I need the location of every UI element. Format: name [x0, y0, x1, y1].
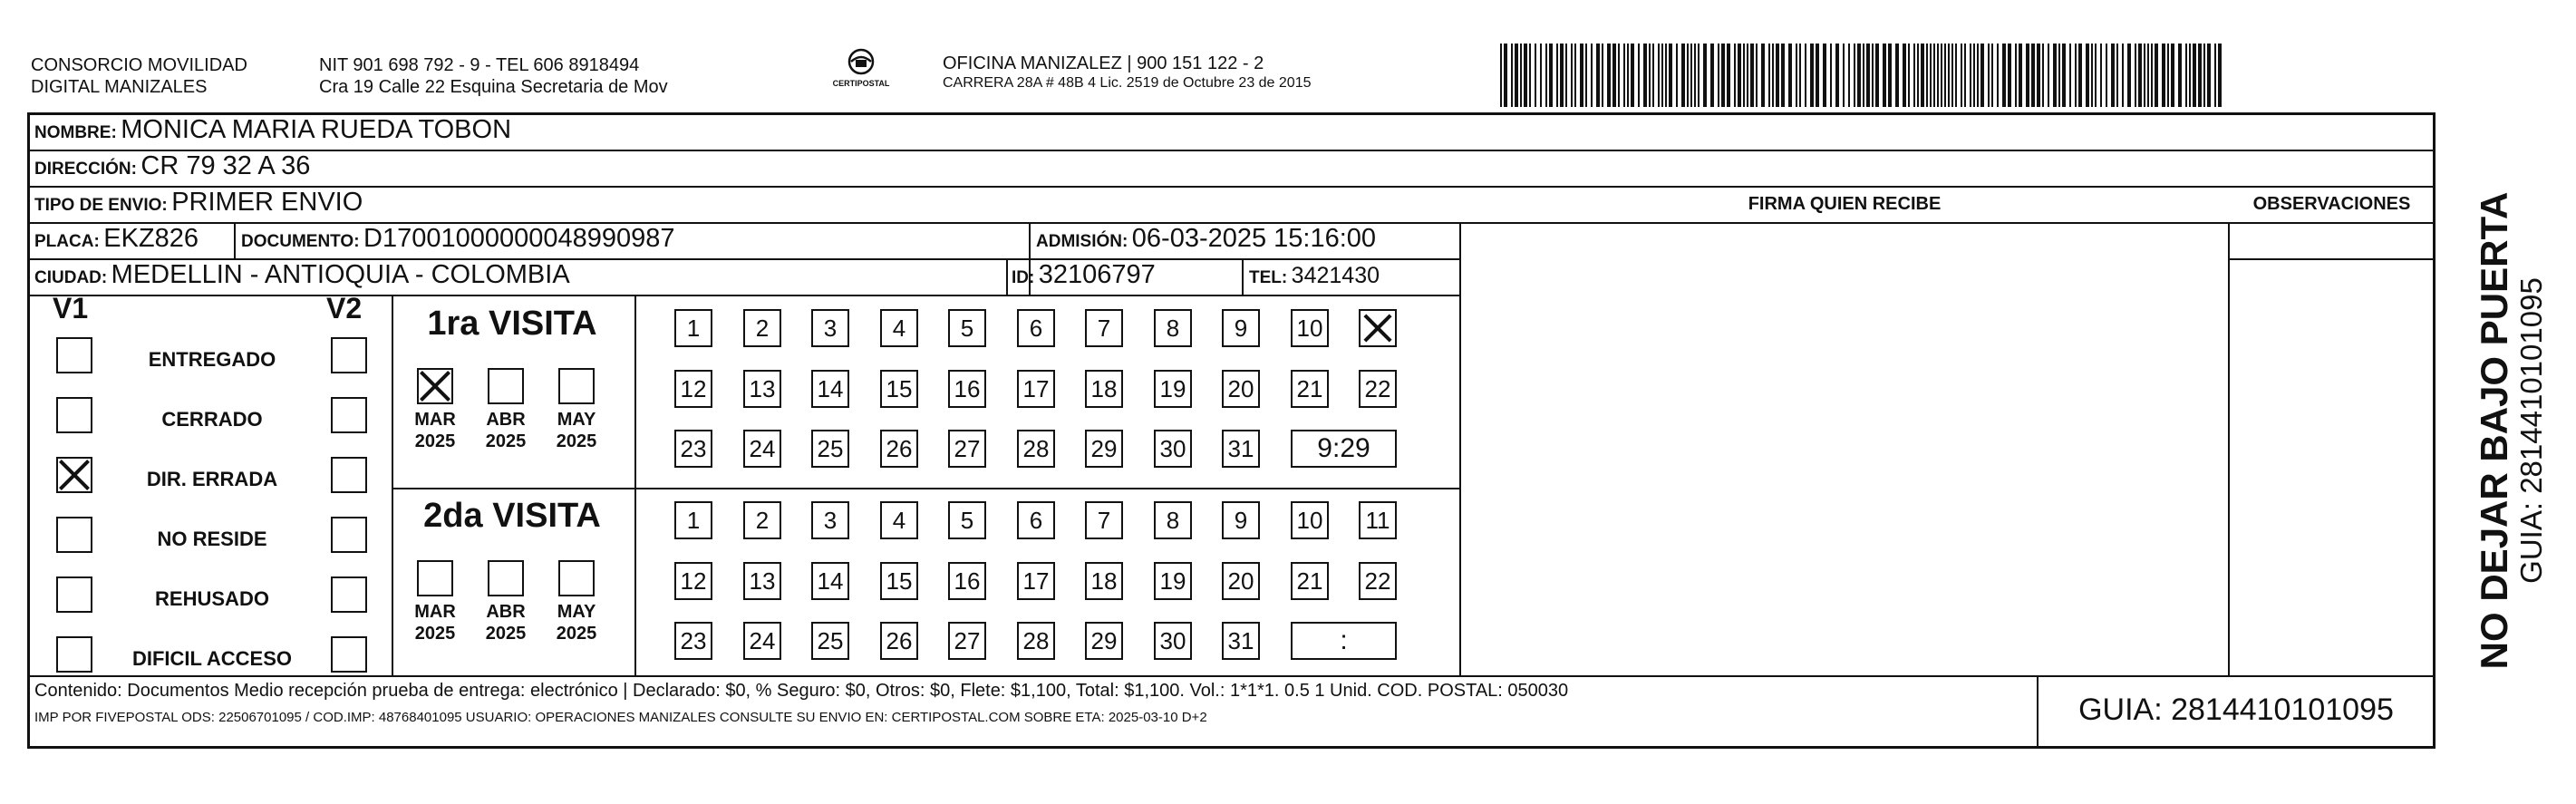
visit1-day[interactable]: 5 [948, 309, 986, 347]
visit1-day[interactable]: 26 [880, 430, 918, 468]
visit2-month-label [551, 601, 602, 644]
barcode-bar [2193, 44, 2196, 107]
visit1-day[interactable]: 31 [1222, 430, 1260, 468]
visit1-day[interactable]: 30 [1154, 430, 1192, 468]
barcode-bar [1511, 44, 1513, 107]
visit1-day[interactable]: 10 [1291, 309, 1329, 347]
barcode-bar [2069, 44, 2071, 107]
visit1-day[interactable]: 13 [743, 370, 781, 408]
barcode-bar [2147, 44, 2149, 107]
admision-value: 06-03-2025 15:16:00 [1131, 224, 1377, 253]
barcode-bar [1560, 44, 1564, 107]
barcode-bar [1772, 44, 1774, 107]
visit1-month-year: 2025 [485, 431, 527, 451]
barcode-bar [1895, 44, 1899, 107]
barcode-bar [2048, 44, 2049, 107]
barcode-bar [2015, 44, 2017, 107]
barcode-bar [1694, 44, 1696, 107]
visit2-day[interactable]: 2 [743, 501, 781, 539]
visit2-day[interactable]: 25 [811, 622, 849, 660]
visit2-title: 2da VISITA [423, 497, 601, 535]
barcode-bar [1913, 44, 1915, 107]
barcode-bar [2053, 44, 2057, 107]
barcode-bar [2127, 44, 2131, 107]
visit2-time[interactable]: : [1291, 622, 1397, 660]
barcode-bar [2189, 44, 2191, 107]
visit2-month-year: 2025 [414, 624, 456, 644]
visit2-month-label [480, 601, 531, 644]
barcode-bar [1863, 44, 1864, 107]
barcode-bar [1991, 44, 1993, 107]
barcode-bar [2091, 44, 2093, 107]
barcode-bar [2019, 44, 2022, 107]
visit2-day[interactable]: 4 [880, 501, 918, 539]
v2-checkbox[interactable] [331, 457, 367, 493]
company-contact: NIT 901 698 792 - 9 - TEL 606 8918494 Cra 19 Calle 22 Esquina Secretaria de Mov [319, 55, 668, 97]
visit2-day[interactable]: 22 [1359, 562, 1397, 600]
barcode-bar [1997, 44, 1999, 107]
barcode-bar [1710, 44, 1714, 107]
barcode-bar [1638, 44, 1640, 107]
barcode-bar [1607, 44, 1611, 107]
barcode-bar [2178, 44, 2182, 107]
visit1-month-checkbox[interactable] [488, 368, 524, 404]
visit1-day[interactable]: 12 [674, 370, 712, 408]
barcode-bar [1937, 44, 1939, 107]
tel-cell: TEL: 3421430 [1249, 263, 1380, 288]
barcode-bar [1875, 44, 1879, 107]
barcode-bar [1843, 44, 1845, 107]
placa-value: EKZ826 [103, 224, 199, 253]
documento-cell: DOCUMENTO: D17001000000048990987 [241, 224, 675, 253]
visit1-month-year: 2025 [556, 431, 597, 451]
visit2-day[interactable]: 10 [1291, 501, 1329, 539]
visit1-day[interactable] [1359, 309, 1397, 347]
v2-checkbox[interactable] [331, 576, 367, 613]
barcode-bar [2116, 44, 2118, 107]
visit2-day[interactable]: 20 [1222, 562, 1260, 600]
tipo-envio-row: TIPO DE ENVIO: PRIMER ENVIO [34, 188, 363, 217]
visit1-day[interactable]: 21 [1291, 370, 1329, 408]
visit2-day[interactable]: 7 [1085, 501, 1123, 539]
barcode-bar [2008, 44, 2011, 107]
visit2-day[interactable]: 15 [880, 562, 918, 600]
status-label: DIFICIL ACCESO [131, 647, 292, 670]
barcode-bar [2203, 44, 2205, 107]
barcode-bar [1698, 44, 1700, 107]
barcode-bar [2207, 44, 2211, 107]
direccion-row: DIRECCIÓN: CR 79 32 A 36 [34, 151, 311, 180]
barcode-bar [1690, 44, 1692, 107]
barcode-bar [2037, 44, 2040, 107]
barcode-bar [1734, 44, 1736, 107]
visit1-day[interactable]: 16 [948, 370, 986, 408]
status-label: ENTREGADO [148, 348, 276, 371]
visit2-month-name: MAY [557, 602, 596, 622]
barcode-bar [1816, 44, 1819, 107]
barcode-bar [1823, 44, 1826, 107]
visit2-day[interactable]: 30 [1154, 622, 1192, 660]
visit2-day[interactable]: 6 [1017, 501, 1055, 539]
visit2-day[interactable]: 5 [948, 501, 986, 539]
visit1-day[interactable]: 24 [743, 430, 781, 468]
visit1-month-year: 2025 [414, 431, 456, 451]
barcode-bar [1631, 44, 1634, 107]
barcode-bar [1718, 44, 1719, 107]
placa-cell: PLACA: EKZ826 [34, 224, 199, 253]
barcode-bar [2144, 44, 2145, 107]
visit2-day[interactable]: 27 [948, 622, 986, 660]
barcode-bar [1738, 44, 1741, 107]
barcode-bar [1951, 44, 1953, 107]
visit1-day[interactable]: 2 [743, 309, 781, 347]
visit2-day[interactable]: 21 [1291, 562, 1329, 600]
barcode-bar [1941, 44, 1942, 107]
visit1-day[interactable]: 17 [1017, 370, 1055, 408]
direccion-value: CR 79 32 A 36 [140, 151, 311, 180]
visit2-day[interactable]: 16 [948, 562, 986, 600]
barcode-bar [1649, 44, 1651, 107]
visit2-month-year: 2025 [485, 624, 527, 644]
barcode-bar [2138, 44, 2142, 107]
barcode-bar [1535, 44, 1536, 107]
barcode-bar [1888, 44, 1892, 107]
footer-guia: GUIA: 2814410101095 [2078, 693, 2394, 727]
barcode-bar [2198, 44, 2202, 107]
ciudad-cell: CIUDAD: MEDELLIN - ANTIOQUIA - COLOMBIA [34, 260, 570, 289]
visit1-day[interactable]: 22 [1359, 370, 1397, 408]
visit2-day[interactable]: 19 [1154, 562, 1192, 600]
logo-icon [838, 47, 884, 78]
barcode-bar [1944, 44, 1946, 107]
v2-checkbox[interactable] [331, 636, 367, 673]
visit2-day[interactable]: 17 [1017, 562, 1055, 600]
barcode-bar [1883, 44, 1886, 107]
v1-header: V1 [53, 292, 89, 325]
barcode-bar [1520, 44, 1522, 107]
v2-checkbox[interactable] [331, 397, 367, 433]
status-label: NO RESIDE [157, 528, 267, 550]
barcode-bar [2031, 44, 2035, 107]
barcode-bar [1903, 44, 1906, 107]
v1-checkbox[interactable] [56, 337, 92, 373]
visit1-time[interactable]: 9:29 [1291, 430, 1397, 468]
barcode-bar [1948, 44, 1950, 107]
status-label: DIR. ERRADA [146, 468, 278, 490]
visit1-day[interactable]: 23 [674, 430, 712, 468]
barcode-bar [2062, 44, 2066, 107]
visit1-day[interactable]: 29 [1085, 430, 1123, 468]
barcode-bar [1529, 44, 1531, 107]
visit1-month-name: MAY [557, 410, 596, 430]
side-no-dejar: NO DEJAR BAJO PUERTA [2473, 191, 2515, 670]
visit2-day[interactable]: 9 [1222, 501, 1260, 539]
barcode-bar [2002, 44, 2006, 107]
barcode-bar [1961, 44, 1962, 107]
barcode-bar [2162, 44, 2165, 107]
v1-checkbox[interactable] [56, 517, 92, 553]
barcode-bar [2171, 44, 2174, 107]
barcode-bar [1623, 44, 1625, 107]
visit1-day[interactable]: 6 [1017, 309, 1055, 347]
observaciones-header: OBSERVACIONES [2252, 194, 2411, 214]
barcode-bar [2042, 44, 2044, 107]
footer-print-info: IMP POR FIVEPOSTAL ODS: 22506701095 / COD.IMP: 48768401095 USUARIO: OPERACIONES MANIZALES CONSULTE SU ENVIO EN: CERTIPOSTAL.COM SOBRE ETA: 2025-03-10 D+2 [34, 710, 1207, 725]
visit2-day[interactable]: 12 [674, 562, 712, 600]
v2-header: V2 [326, 292, 363, 325]
visit2-day[interactable]: 24 [743, 622, 781, 660]
visit1-month-checkbox[interactable] [558, 368, 595, 404]
barcode-bar [1973, 44, 1975, 107]
barcode-bar [1515, 44, 1518, 107]
barcode-bar [1665, 44, 1667, 107]
visit1-month-name: ABR [486, 410, 526, 430]
barcode-bar [1727, 44, 1730, 107]
barcode-bar [1602, 44, 1603, 107]
barcode-bar [2111, 44, 2115, 107]
id-value: 32106797 [1038, 260, 1156, 289]
admision-cell: ADMISIÓN: 06-03-2025 15:16:00 [1036, 224, 1377, 253]
barcode-bar [1799, 44, 1801, 107]
barcode-bar [1970, 44, 1971, 107]
status-label: CERRADO [161, 408, 263, 431]
visit2-day[interactable]: 13 [743, 562, 781, 600]
barcode-bar [1926, 44, 1928, 107]
barcode-bar [2075, 44, 2077, 107]
barcode-bar [1988, 44, 1990, 107]
visit1-month-name: MAR [414, 410, 456, 430]
barcode-bar [1591, 44, 1593, 107]
barcode-bar [1681, 44, 1685, 107]
visit2-day[interactable]: 18 [1085, 562, 1123, 600]
barcode-bar [1930, 44, 1932, 107]
office-info: OFICINA MANIZALEZ | 900 151 122 - 2 CARRERA 28A # 48B 4 Lic. 2519 de Octubre 23 de 2015 [943, 53, 1312, 91]
barcode-bar [1872, 44, 1874, 107]
visit2-day[interactable]: 3 [811, 501, 849, 539]
barcode-bar [1854, 44, 1855, 107]
visit1-day[interactable]: 28 [1017, 430, 1055, 468]
visit1-day[interactable]: 18 [1085, 370, 1123, 408]
barcode-bar [1500, 44, 1502, 107]
barcode-bar [1848, 44, 1850, 107]
barcode-bar [2185, 44, 2187, 107]
barcode-bar [2122, 44, 2124, 107]
barcode-bar [1658, 44, 1660, 107]
visit1-title: 1ra VISITA [427, 305, 597, 343]
barcode-bar [2151, 44, 2153, 107]
barcode-bar [1661, 44, 1663, 107]
barcode-bar [1747, 44, 1748, 107]
barcode-bar [1703, 44, 1707, 107]
barcode-bar [1921, 44, 1924, 107]
barcode-bar [1571, 44, 1573, 107]
v2-checkbox[interactable] [331, 337, 367, 373]
barcode-bar [1585, 44, 1587, 107]
visit1-day[interactable]: 20 [1222, 370, 1260, 408]
barcode-bar [2155, 44, 2158, 107]
barcode-bar [1908, 44, 1910, 107]
visit2-day[interactable]: 1 [674, 501, 712, 539]
barcode-bar [1643, 44, 1647, 107]
visit2-month-checkbox[interactable] [488, 560, 524, 596]
visit2-month-label [410, 601, 460, 644]
barcode-bar [1565, 44, 1567, 107]
barcode-bar [1750, 44, 1754, 107]
v2-checkbox[interactable] [331, 517, 367, 553]
barcode-bar [2214, 44, 2216, 107]
barcode-bar [1669, 44, 1672, 107]
barcode-bar [1676, 44, 1678, 107]
visit2-day[interactable]: 14 [811, 562, 849, 600]
status-label: REHUSADO [155, 587, 269, 610]
barcode-bar [1917, 44, 1919, 107]
visit1-day[interactable]: 14 [811, 370, 849, 408]
visit1-month-label [480, 409, 531, 452]
barcode-bar [1788, 44, 1792, 107]
barcode-bar [1549, 44, 1553, 107]
barcode-bar [2135, 44, 2136, 107]
visit2-month-year: 2025 [556, 624, 597, 644]
visit1-day[interactable]: 1 [674, 309, 712, 347]
firma-header: FIRMA QUIEN RECIBE [1748, 194, 1942, 214]
v1-checkbox[interactable] [56, 397, 92, 433]
barcode-bar [2058, 44, 2060, 107]
visit2-day[interactable]: 23 [674, 622, 712, 660]
visit2-month-name: ABR [486, 602, 526, 622]
certipostal-logo: CERTIPOSTAL [820, 47, 902, 88]
visit1-day[interactable]: 25 [811, 430, 849, 468]
company-name: CONSORCIO MOVILIDAD DIGITAL MANIZALES [31, 55, 247, 97]
barcode-bar [1768, 44, 1770, 107]
tel-value: 3421430 [1291, 263, 1380, 288]
barcode-bar [1810, 44, 1814, 107]
barcode-bar [2078, 44, 2082, 107]
visit1-month-label [551, 409, 602, 452]
visit1-day[interactable]: 15 [880, 370, 918, 408]
ciudad-value: MEDELLIN - ANTIOQUIA - COLOMBIA [111, 260, 570, 289]
barcode-bar [1933, 44, 1935, 107]
visit1-day[interactable]: 3 [811, 309, 849, 347]
footer-contents: Contenido: Documentos Medio recepción prueba de entrega: electrónico | Declarado: $0, % Seguro: $0, Otros: $0, Flete: $1,100, Total: $1,100. Vol.: 1*1*1. 0.5 1 Unid. COD. POSTAL: 050030 [34, 681, 1569, 701]
barcode-bar [1776, 44, 1779, 107]
barcode-bar [1805, 44, 1806, 107]
barcode-bar [1955, 44, 1957, 107]
barcode-bar [1687, 44, 1689, 107]
visit1-month-checkbox[interactable] [417, 368, 453, 404]
v1-checkbox[interactable] [56, 636, 92, 673]
barcode-bar [1964, 44, 1966, 107]
barcode-bar [2086, 44, 2089, 107]
side-guia: GUIA: 2814410101095 [2514, 277, 2548, 584]
visit2-month-checkbox[interactable] [417, 560, 453, 596]
barcode-bar [1866, 44, 1870, 107]
v1-checkbox[interactable] [56, 457, 92, 493]
barcode-bar [2167, 44, 2169, 107]
visit1-month-label [410, 409, 460, 452]
barcode-bar [1524, 44, 1527, 107]
barcode-bar [1596, 44, 1600, 107]
barcode-bar [1980, 44, 1984, 107]
visit2-month-checkbox[interactable] [558, 560, 595, 596]
barcode-bar [1743, 44, 1745, 107]
barcode-bar [1721, 44, 1725, 107]
barcode-bar [1627, 44, 1629, 107]
barcode-bar [1830, 44, 1832, 107]
visit2-day[interactable]: 29 [1085, 622, 1123, 660]
barcode-bar [1977, 44, 1979, 107]
barcode-bar [1545, 44, 1547, 107]
v1-checkbox[interactable] [56, 576, 92, 613]
barcode-bar [2106, 44, 2107, 107]
barcode-bar [1612, 44, 1616, 107]
visit2-day[interactable]: 31 [1222, 622, 1260, 660]
barcode-bar [2026, 44, 2029, 107]
nombre-value: MONICA MARIA RUEDA TOBON [121, 115, 512, 144]
id-cell: ID: 32106797 [1012, 260, 1156, 289]
barcode-bar [1556, 44, 1558, 107]
visit1-day[interactable]: 4 [880, 309, 918, 347]
visit2-day[interactable]: 28 [1017, 622, 1055, 660]
visit2-day[interactable]: 11 [1359, 501, 1397, 539]
barcode [1500, 44, 2230, 107]
barcode-bar [1835, 44, 1839, 107]
barcode-bar [1618, 44, 1620, 107]
barcode-bar [1540, 44, 1542, 107]
visit2-month-name: MAR [414, 602, 456, 622]
visit1-day[interactable]: 19 [1154, 370, 1192, 408]
barcode-bar [2218, 44, 2222, 107]
barcode-bar [1761, 44, 1765, 107]
visit2-day[interactable]: 8 [1154, 501, 1192, 539]
nombre-row: NOMBRE: MONICA MARIA RUEDA TOBON [34, 115, 512, 144]
barcode-bar [1652, 44, 1654, 107]
barcode-bar [1796, 44, 1797, 107]
visit1-day[interactable]: 9 [1222, 309, 1260, 347]
visit1-day[interactable]: 7 [1085, 309, 1123, 347]
visit1-day[interactable]: 8 [1154, 309, 1192, 347]
barcode-bar [1574, 44, 1576, 107]
visit2-day[interactable]: 26 [880, 622, 918, 660]
barcode-bar [2095, 44, 2097, 107]
documento-value: D17001000000048990987 [363, 224, 675, 253]
tipo-envio-value: PRIMER ENVIO [171, 188, 363, 217]
barcode-bar [2100, 44, 2102, 107]
barcode-bar [1857, 44, 1861, 107]
visit1-day[interactable]: 27 [948, 430, 986, 468]
barcode-bar [1781, 44, 1785, 107]
barcode-bar [1580, 44, 1583, 107]
barcode-bar [1504, 44, 1507, 107]
barcode-bar [1756, 44, 1758, 107]
